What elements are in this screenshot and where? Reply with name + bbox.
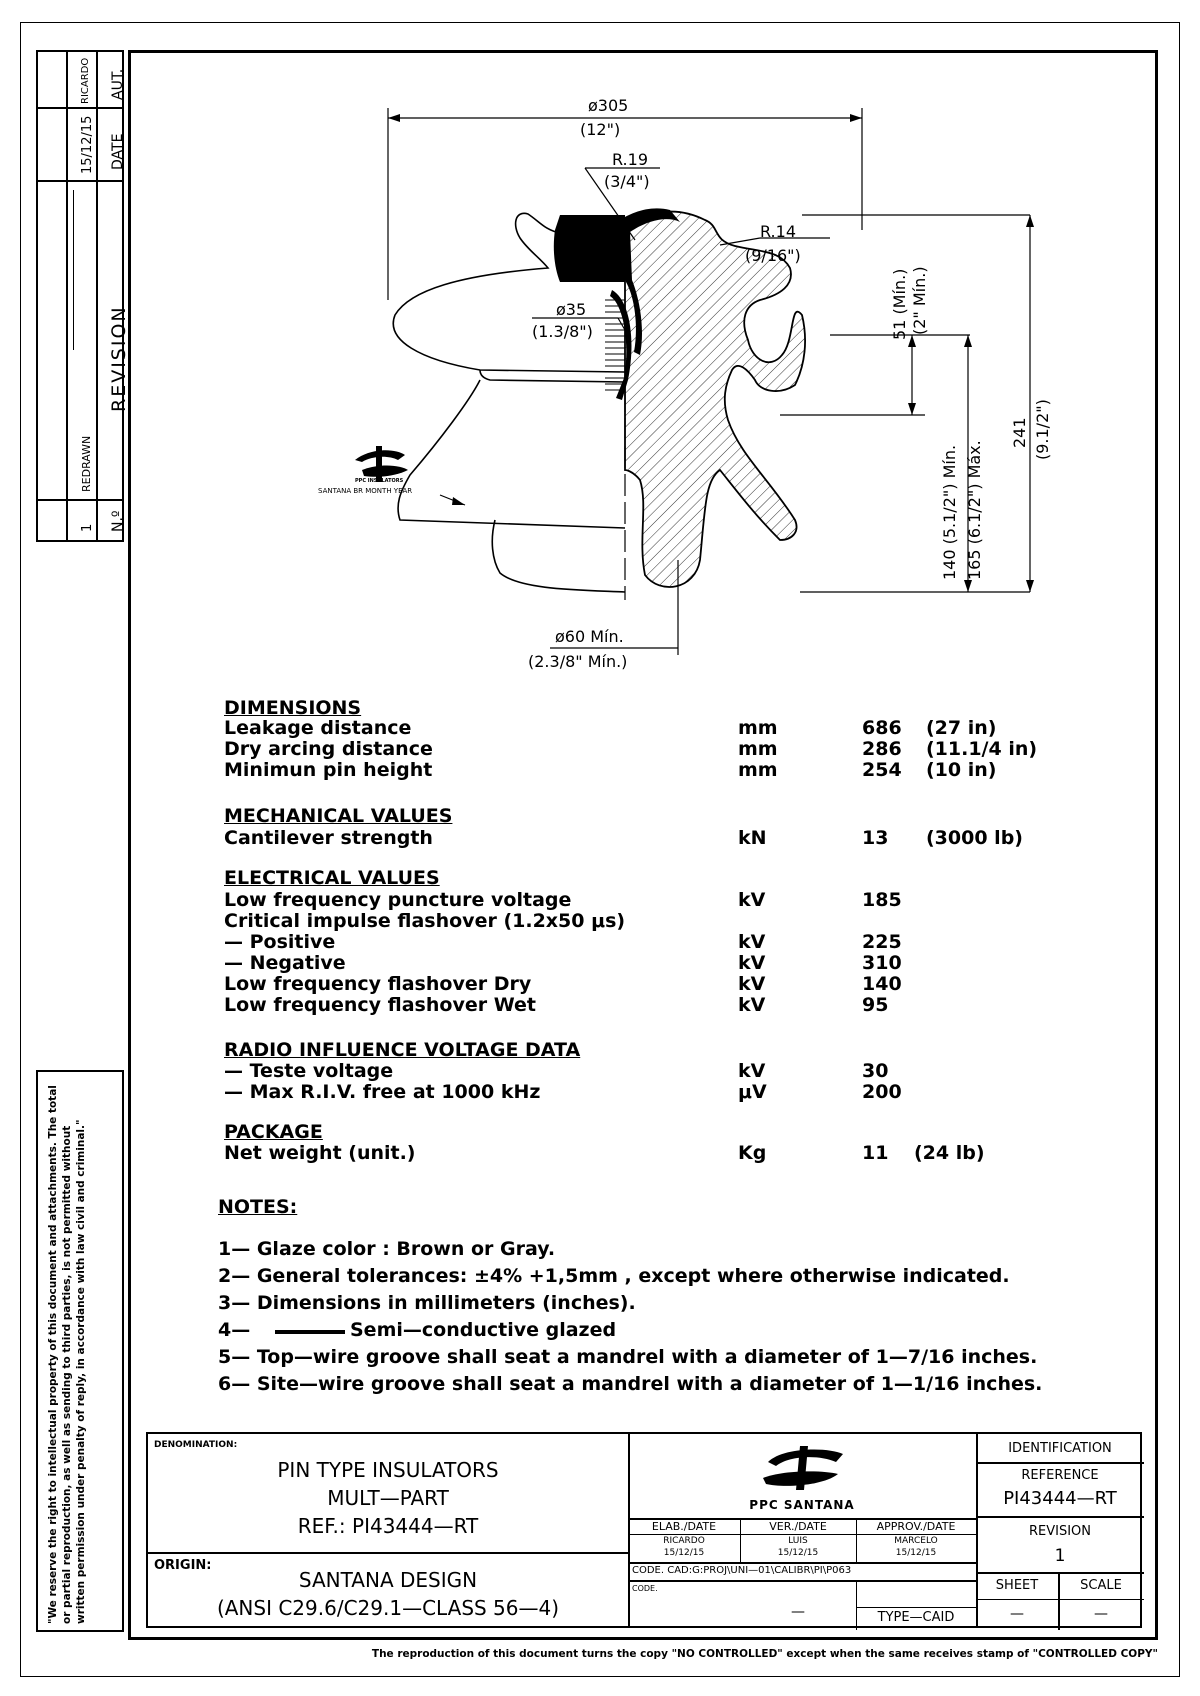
rev-header-revision: REVISION — [108, 305, 130, 412]
pkg-row-imperial: (24 lb) — [914, 1142, 985, 1164]
origin-line1: SANTANA DESIGN — [298, 1568, 478, 1592]
dim-r14: R.14 — [760, 222, 796, 241]
dim-row-unit: mm — [738, 717, 778, 739]
pkg-row-value: 11 — [862, 1142, 889, 1164]
electrical-title: ELECTRICAL VALUES — [224, 867, 440, 889]
origin-line2: (ANSI C29.6/C29.1—CLASS 56—4) — [216, 1596, 560, 1620]
code-value: — — [791, 1604, 805, 1620]
elec-row-label: Low frequency flashover Wet — [224, 994, 536, 1016]
note-item-4-suffix: Semi—conductive glazed — [350, 1319, 617, 1341]
dim-row-label: Leakage distance — [224, 717, 412, 739]
dim-51: 51 (Mín.) — [890, 268, 909, 340]
rev-header-no: N.º — [110, 510, 126, 532]
radio-row-unit: μV — [738, 1081, 767, 1103]
elec-row-label: Low frequency flashover Dry — [224, 973, 532, 995]
denomination-line2: MULT—PART — [327, 1486, 449, 1510]
elec-row-unit: kV — [738, 973, 766, 995]
insulator-section-hatch — [625, 212, 805, 587]
notes-title: NOTES: — [218, 1196, 298, 1218]
scale-label: SCALE — [1080, 1578, 1122, 1593]
radio-row-label: — Max R.I.V. free at 1000 kHz — [224, 1081, 541, 1103]
denomination-line3: REF.: PI43444—RT — [297, 1514, 479, 1538]
dim-35: ø35 — [556, 300, 587, 319]
reference-label: REFERENCE — [1021, 1468, 1099, 1483]
dim-r19-in: (3/4") — [604, 172, 650, 191]
dim-165: 165 (6.1/2") Máx. — [965, 440, 984, 580]
title-block — [146, 1432, 1142, 1628]
logo-text: PPC INSULATORS — [355, 478, 404, 484]
elec-row-unit: kV — [738, 889, 766, 911]
company-name: PPC SANTANA — [749, 1498, 855, 1512]
revision-value: 1 — [1054, 1546, 1066, 1566]
dim-row-imperial: (10 in) — [926, 759, 997, 781]
origin-label: ORIGIN: — [154, 1558, 212, 1573]
elec-row-label: Critical impulse flashover (1.2x50 μs) — [224, 910, 626, 932]
radio-row-unit: kV — [738, 1060, 766, 1082]
ver-date: 15/12/15 — [777, 1548, 819, 1558]
dim-row-label: Minimun pin height — [224, 759, 433, 781]
dim-row-value: 254 — [862, 759, 902, 781]
ver-name: LUIS — [788, 1536, 808, 1546]
ver-label: VER./DATE — [769, 1520, 827, 1533]
mech-row-label: Cantilever strength — [224, 827, 433, 849]
elec-row-value: 95 — [862, 994, 889, 1016]
elab-date: 15/12/15 — [663, 1548, 705, 1558]
footer-text: The reproduction of this document turns the copy "NO CONTROLLED" except when the same receives stamp of "CONTROLLED COPY" — [371, 1648, 1158, 1660]
radio-row-value: 30 — [862, 1060, 889, 1082]
ppc-logo-mark — [355, 446, 408, 482]
mech-row-unit: kN — [738, 827, 767, 849]
legal-notice-box — [36, 1070, 124, 1632]
dim-r19: R.19 — [612, 150, 648, 169]
rev-row-date: 15/12/15 — [80, 115, 95, 174]
elec-row-unit: kV — [738, 952, 766, 974]
reference-value: PI43444—RT — [1003, 1488, 1117, 1509]
approv-date: 15/12/15 — [895, 1548, 937, 1558]
note-item: 3— Dimensions in millimeters (inches). — [218, 1292, 636, 1314]
elab-name: RICARDO — [663, 1536, 705, 1546]
dim-row-imperial: (27 in) — [926, 717, 997, 739]
rev-row-no: 1 — [80, 523, 95, 532]
approv-name: MARCELO — [894, 1536, 938, 1546]
identification-label: IDENTIFICATION — [1008, 1441, 1112, 1456]
dim-51-in: (2" Mín.) — [910, 266, 929, 335]
note-item: 1— Glaze color : Brown or Gray. — [218, 1238, 556, 1260]
semiconductive-legend-line — [275, 1330, 345, 1334]
dim-row-label: Dry arcing distance — [224, 738, 433, 760]
santana-logo — [758, 1442, 848, 1492]
mech-row-value: 13 — [862, 827, 889, 849]
note-item: 2— General tolerances: ±4% +1,5mm , except where otherwise indicated. — [218, 1265, 1010, 1287]
note-item: 5— Top—wire groove shall seat a mandrel with a diameter of 1—7/16 inches. — [218, 1346, 1038, 1368]
dim-60-in: (2.3/8" Mín.) — [528, 652, 628, 671]
dim-35-in: (1.3/8") — [532, 322, 593, 341]
legal-notice-text: "We reserve the right to intellectual property of this document and attachments. The total or partial reproduction, as well as sending to third parties, is not permitted without written permission under penalty of reply, in accordance with law civil and criminal." — [47, 1085, 87, 1624]
dim-row-imperial: (11.1/4 in) — [926, 738, 1038, 760]
elec-row-unit: kV — [738, 931, 766, 953]
elec-row-unit: kV — [738, 994, 766, 1016]
code-cad: CODE. CAD:G:PROJ\UNI—01\CALIBR\PI\P063 — [632, 1565, 852, 1576]
dim-241-in: (9.1/2") — [1033, 399, 1052, 460]
elec-row-value: 140 — [862, 973, 902, 995]
dim-row-value: 686 — [862, 717, 902, 739]
rev-row-author: RICARDO — [80, 57, 91, 104]
mech-row-imperial: (3000 lb) — [926, 827, 1023, 849]
rev-header-date: DATE — [110, 133, 126, 170]
radio-row-value: 200 — [862, 1081, 902, 1103]
note-item: 4— — [218, 1319, 251, 1341]
elec-row-value: 185 — [862, 889, 902, 911]
radio-row-label: — Teste voltage — [224, 1060, 394, 1082]
revision-label: REVISION — [1028, 1524, 1092, 1539]
dimensions-title: DIMENSIONS — [224, 697, 362, 719]
sheet-value: — — [1010, 1606, 1024, 1622]
denomination-label: DENOMINATION: — [154, 1440, 238, 1450]
rev-header-author: AUT. — [110, 68, 126, 100]
dim-top-diameter: ø305 — [588, 96, 629, 115]
pkg-row-label: Net weight (unit.) — [224, 1142, 416, 1164]
dim-241: 241 — [1010, 417, 1029, 448]
package-title: PACKAGE — [224, 1121, 323, 1143]
dim-top-diameter-in: (12") — [580, 120, 621, 139]
elec-row-label: Low frequency puncture voltage — [224, 889, 572, 911]
mechanical-title: MECHANICAL VALUES — [224, 805, 453, 827]
marking-text: SANTANA BR MONTH YEAR — [318, 487, 413, 495]
elec-row-value: 225 — [862, 931, 902, 953]
code-label: CODE. — [632, 1584, 658, 1593]
note-item: 6— Site—wire groove shall seat a mandrel with a diameter of 1—1/16 inches. — [218, 1373, 1043, 1395]
type-label: TYPE—CAID — [877, 1610, 955, 1625]
rev-row-revision: REDRAWN — [80, 435, 93, 492]
dim-60: ø60 Mín. — [555, 627, 624, 646]
elec-row-label: — Negative — [224, 952, 346, 974]
elab-label: ELAB./DATE — [651, 1520, 717, 1533]
dim-row-unit: mm — [738, 738, 778, 760]
elec-row-label: — Positive — [224, 931, 336, 953]
sheet-label: SHEET — [995, 1578, 1039, 1593]
dim-row-value: 286 — [862, 738, 902, 760]
dim-r14-in: (9/16") — [745, 246, 801, 265]
elec-row-value: 310 — [862, 952, 902, 974]
denomination-line1: PIN TYPE INSULATORS — [277, 1458, 499, 1482]
scale-value: — — [1094, 1606, 1108, 1622]
dim-140: 140 (5.1/2") Mín. — [940, 444, 959, 580]
radio-title: RADIO INFLUENCE VOLTAGE DATA — [224, 1039, 581, 1061]
approv-label: APPROV./DATE — [876, 1520, 956, 1533]
dim-row-unit: mm — [738, 759, 778, 781]
pkg-row-unit: Kg — [738, 1142, 767, 1164]
